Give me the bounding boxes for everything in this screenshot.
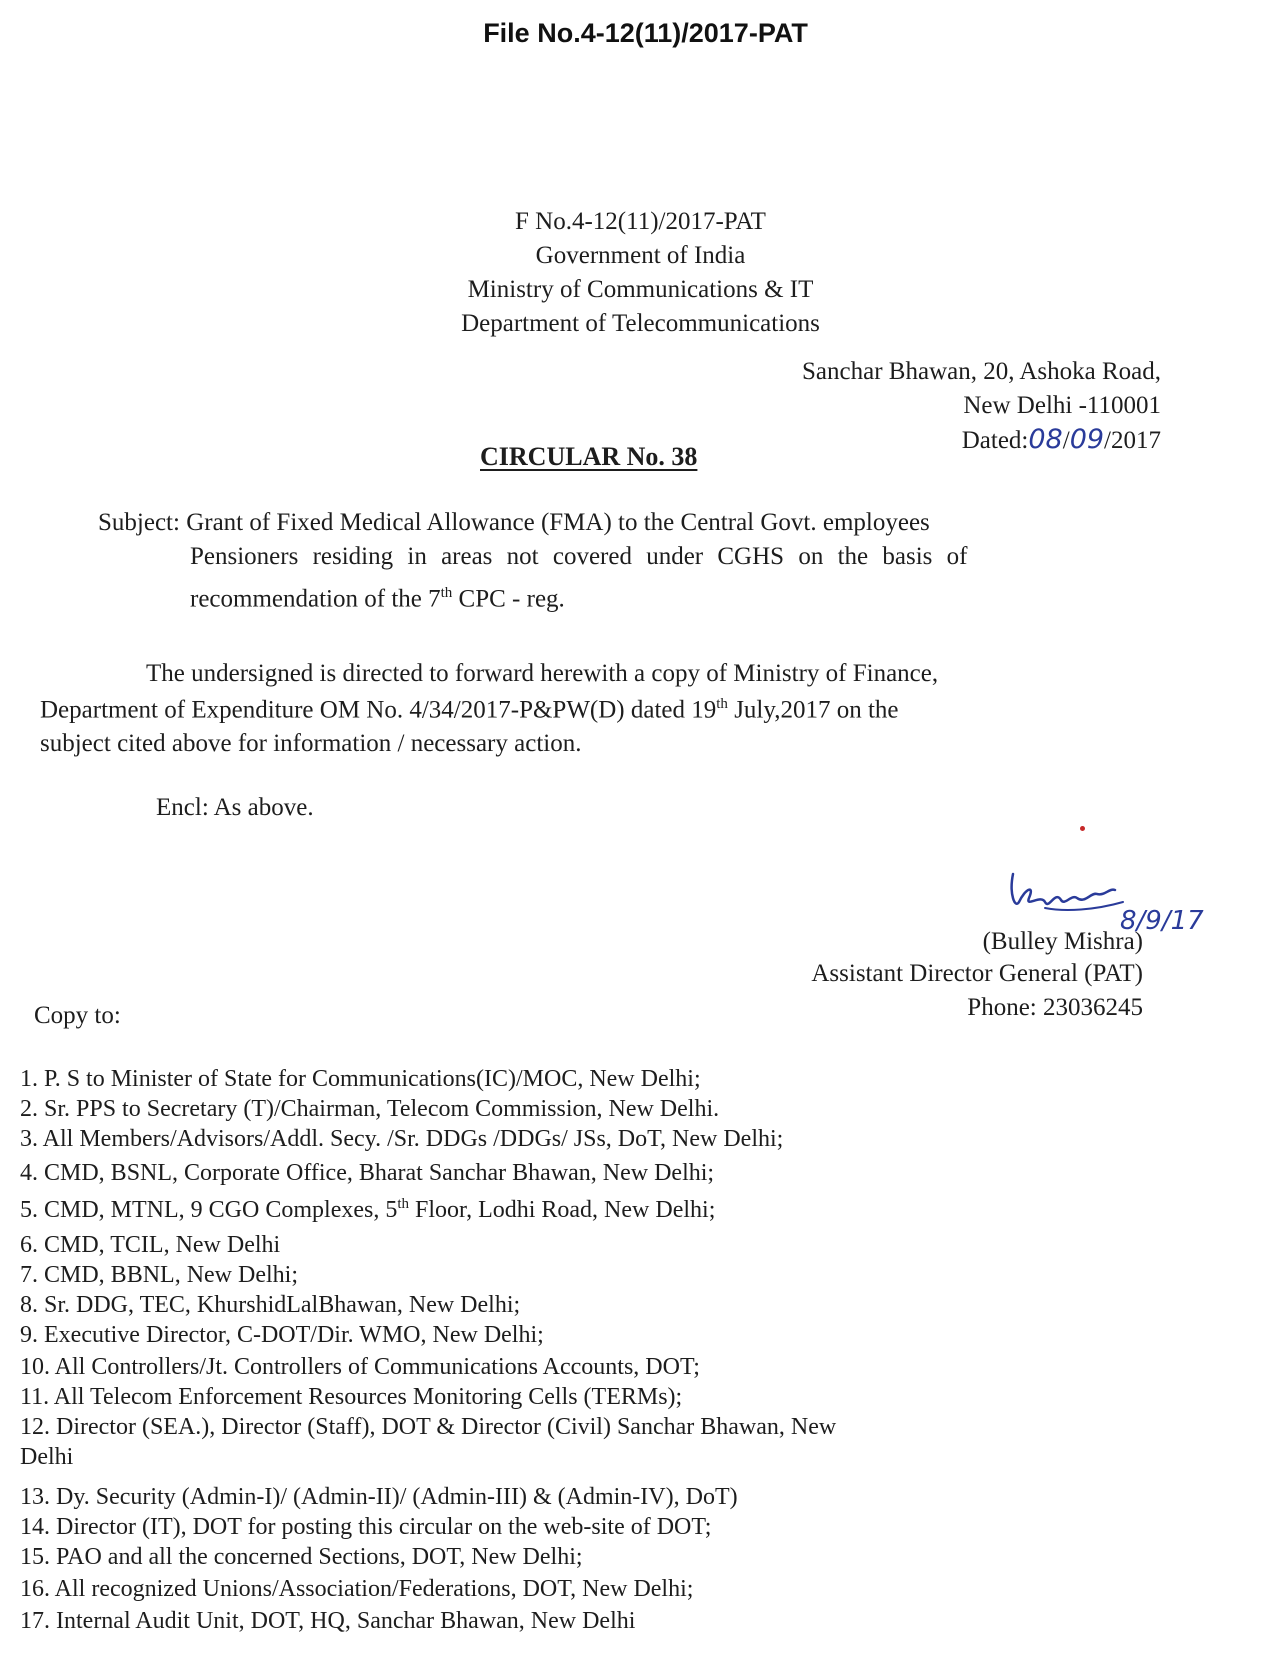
copy-to-label: Copy to: [34,1002,121,1029]
list-item: 7. CMD, BBNL, New Delhi; [20,1262,298,1288]
subject-line-3: recommendation of the 7th CPC - reg. [190,585,565,613]
signatory-name: (Bulley Mishra) [982,928,1143,955]
reference-number: F No.4-12(11)/2017-PAT [515,208,766,235]
dated-year: /2017 [1104,427,1161,454]
list-item: 15. PAO and all the concerned Sections, DOT, New Delhi; [20,1544,583,1570]
list-item: 3. All Members/Advisors/Addl. Secy. /Sr. DDGs /DDGs/ JSs, DoT, New Delhi; [20,1126,784,1152]
red-ink-dot [1080,826,1085,831]
signature-date-handwritten: 8/9/17 [1120,906,1204,936]
subject-text-1: Grant of Fixed Medical Allowance (FMA) to the Central Govt. employees [186,509,930,536]
body-line-1: The undersigned is directed to forward herewith a copy of Ministry of Finance, [146,660,939,687]
dated-separator: / [1062,427,1070,454]
list-item: 8. Sr. DDG, TEC, KhurshidLalBhawan, New Delhi; [20,1292,521,1318]
body-line-3: subject cited above for information / necessary action. [40,730,582,757]
signatory-phone: Phone: 23036245 [967,994,1143,1021]
list-item: 10. All Controllers/Jt. Controllers of Communications Accounts, DOT; [20,1354,700,1380]
circular-title: CIRCULAR No. 38 [480,442,698,471]
list-item: 5. CMD, MTNL, 9 CGO Complexes, 5th Floor, Lodhi Road, New Delhi; [20,1196,716,1223]
signatory-designation: Assistant Director General (PAT) [811,960,1143,987]
list-item: 6. CMD, TCIL, New Delhi [20,1232,281,1258]
department-name: Department of Telecommunications [461,310,820,337]
dated-day-handwritten: 08 [1028,424,1063,455]
list-item: 16. All recognized Unions/Association/Federations, DOT, New Delhi; [20,1576,694,1602]
dated-month-handwritten: 09 [1069,424,1105,455]
list-item: 13. Dy. Security (Admin-I)/ (Admin-II)/ (Admin-III) & (Admin-IV), DoT) [20,1484,738,1510]
list-item: 12. Director (SEA.), Director (Staff), DOT & Director (Civil) Sanchar Bhawan, New [20,1414,837,1440]
subject-line-1 [98,506,930,540]
subject-label: Subject: [98,509,180,536]
list-item-continuation: Delhi [20,1444,74,1470]
dated-label: Dated: [961,427,1029,454]
address-line-2: New Delhi -110001 [963,392,1161,419]
ministry-name: Ministry of Communications & IT [467,276,814,303]
list-item: 17. Internal Audit Unit, DOT, HQ, Sanchar Bhawan, New Delhi [20,1608,636,1634]
list-item: 11. All Telecom Enforcement Resources Monitoring Cells (TERMs); [20,1384,683,1410]
dated-line [962,424,1161,455]
enclosure-note: Encl: As above. [156,794,314,821]
list-item: 4. CMD, BSNL, Corporate Office, Bharat Sanchar Bhawan, New Delhi; [20,1160,715,1186]
list-item: 1. P. S to Minister of State for Communications(IC)/MOC, New Delhi; [20,1066,701,1092]
subject-line-2: Pensioners residing in areas not covered under CGHS on the basis of [190,543,968,570]
list-item: 2. Sr. PPS to Secretary (T)/Chairman, Telecom Commission, New Delhi. [20,1096,720,1122]
list-item: 14. Director (IT), DOT for posting this circular on the web-site of DOT; [20,1514,712,1540]
file-number: File No.4-12(11)/2017-PAT [483,18,808,48]
list-item: 9. Executive Director, C-DOT/Dir. WMO, New Delhi; [20,1322,544,1348]
government-name: Government of India [535,242,746,269]
body-line-2: Department of Expenditure OM No. 4/34/2017-P&PW(D) dated 19th July,2017 on the [40,696,899,724]
address-line-1: Sanchar Bhawan, 20, Ashoka Road, [802,358,1161,385]
